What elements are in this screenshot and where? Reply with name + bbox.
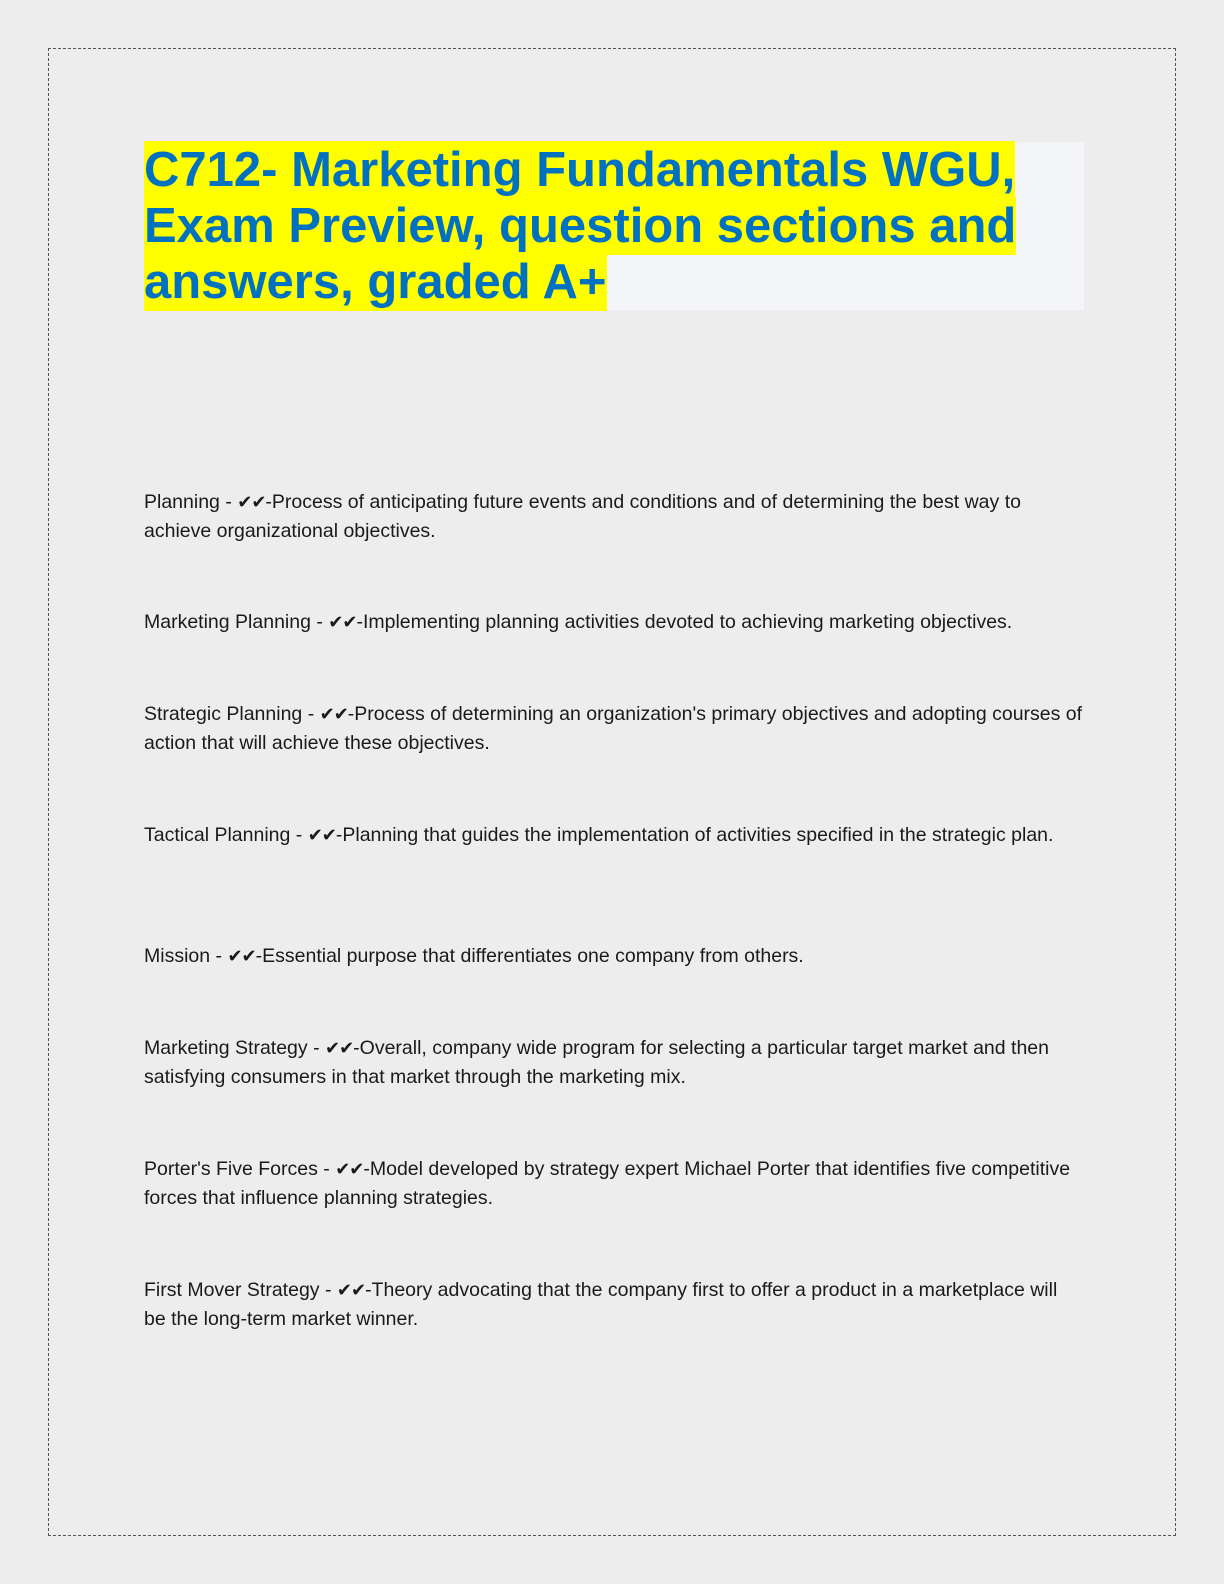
term: Planning bbox=[144, 491, 220, 513]
separator: - bbox=[317, 1158, 336, 1180]
title-line: answers, graded A+ bbox=[144, 255, 607, 309]
definition: -Planning that guides the implementation of activities specified in the strategic plan. bbox=[335, 824, 1054, 846]
term: Tactical Planning bbox=[144, 824, 291, 846]
list-item bbox=[144, 700, 1084, 758]
list-item bbox=[144, 1276, 1084, 1334]
title-line: Exam Preview, question sections and bbox=[144, 199, 1017, 253]
term: First Mover Strategy bbox=[144, 1279, 320, 1301]
list-item bbox=[144, 488, 1084, 546]
definition: -Theory advocating that the company first to offer a product in a marketplace will be the long-term market winner. bbox=[144, 1279, 1058, 1330]
document-title bbox=[144, 142, 1024, 310]
double-check-icon: ✔✔ bbox=[307, 825, 336, 846]
double-check-icon: ✔✔ bbox=[336, 1280, 366, 1301]
separator: - bbox=[307, 1037, 325, 1059]
term: Marketing Planning bbox=[144, 611, 311, 633]
list-item bbox=[144, 1155, 1084, 1213]
separator: - bbox=[290, 824, 308, 846]
term: Mission bbox=[144, 945, 211, 967]
definition: -Process of anticipating future events and conditions and of determining the best way to achieve organizational objectives. bbox=[144, 491, 1021, 542]
title-line: C712- Marketing Fundamentals WGU, bbox=[144, 143, 1016, 197]
double-check-icon: ✔✔ bbox=[328, 612, 357, 633]
double-check-icon: ✔✔ bbox=[319, 704, 348, 725]
list-item bbox=[144, 821, 1084, 850]
term: Marketing Strategy bbox=[144, 1037, 308, 1059]
double-check-icon: ✔✔ bbox=[237, 492, 266, 513]
title-block bbox=[144, 142, 1084, 310]
list-item bbox=[144, 1034, 1084, 1092]
term: Strategic Planning bbox=[144, 703, 303, 725]
list-item bbox=[144, 942, 1084, 971]
definition: -Process of determining an organization's primary objectives and adopting courses of action that will achieve these objectives. bbox=[144, 703, 1083, 754]
definition: -Implementing planning activities devoted to achieving marketing objectives. bbox=[356, 611, 1013, 633]
term: Porter's Five Forces bbox=[144, 1158, 318, 1180]
definition: -Essential purpose that differentiates one company from others. bbox=[255, 945, 804, 967]
list-item bbox=[144, 608, 1084, 637]
separator: - bbox=[302, 703, 320, 725]
double-check-icon: ✔✔ bbox=[325, 1038, 354, 1059]
definition: -Overall, company wide program for selecting a particular target market and then satisfying consumers in that market through the marketing mix. bbox=[144, 1037, 1049, 1088]
double-check-icon: ✔✔ bbox=[227, 946, 256, 967]
double-check-icon: ✔✔ bbox=[335, 1159, 364, 1180]
separator: - bbox=[310, 611, 329, 633]
definition: -Model developed by strategy expert Michael Porter that identifies five competitive forces that influence planning strategies. bbox=[144, 1158, 1071, 1209]
separator: - bbox=[219, 491, 238, 513]
separator: - bbox=[210, 945, 228, 967]
separator: - bbox=[319, 1279, 337, 1301]
